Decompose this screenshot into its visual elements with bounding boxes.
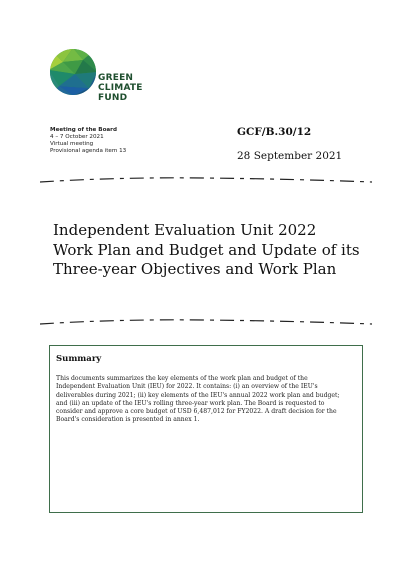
logo-line: FUND <box>98 93 128 103</box>
document-id: GCF/B.30/12 <box>237 126 312 138</box>
title-line: Independent Evaluation Unit 2022 <box>53 221 317 239</box>
green-climate-fund-globe-icon <box>49 48 97 96</box>
agenda-item: Provisional agenda item 13 <box>50 148 127 154</box>
meeting-info <box>50 127 126 155</box>
summary-line: and (iii) an update of the IEU's rolling three-year work plan. The Board is requested to <box>56 399 325 407</box>
summary-text <box>56 375 358 425</box>
gcf-logo <box>49 48 149 108</box>
summary-line: deliverables during 2021; (ii) key elements of the IEU's annual 2022 work plan and budget; <box>56 391 340 399</box>
meeting-heading: Meeting of the Board <box>50 127 117 133</box>
wave-divider-bottom <box>38 318 374 326</box>
meeting-dates: 4 – 7 October 2021 <box>50 134 104 140</box>
document-date: 28 September 2021 <box>237 150 343 162</box>
wave-divider-top <box>38 176 374 184</box>
summary-line: consider and approve a core budget of USD 6,487,012 for FY2022. A draft decision for the <box>56 408 337 416</box>
document-title <box>53 221 383 280</box>
summary-line: This documents summarizes the key elements of the work plan and budget of the <box>56 375 308 382</box>
logo-line: CLIMATE <box>98 83 143 93</box>
summary-line: Independent Evaluation Unit (IEU) for 2022. It contains: (i) an overview of the IEU's <box>56 383 318 391</box>
title-line: Work Plan and Budget and Update of its <box>53 240 360 259</box>
summary-line: Board's consideration is presented in annex 1. <box>56 416 200 424</box>
logo-wordmark <box>98 73 143 103</box>
summary-box <box>49 345 363 513</box>
logo-line: GREEN <box>98 73 134 83</box>
summary-heading: Summary <box>56 354 102 364</box>
meeting-location: Virtual meeting <box>50 141 94 147</box>
title-line: Three-year Objectives and Work Plan <box>53 260 337 278</box>
